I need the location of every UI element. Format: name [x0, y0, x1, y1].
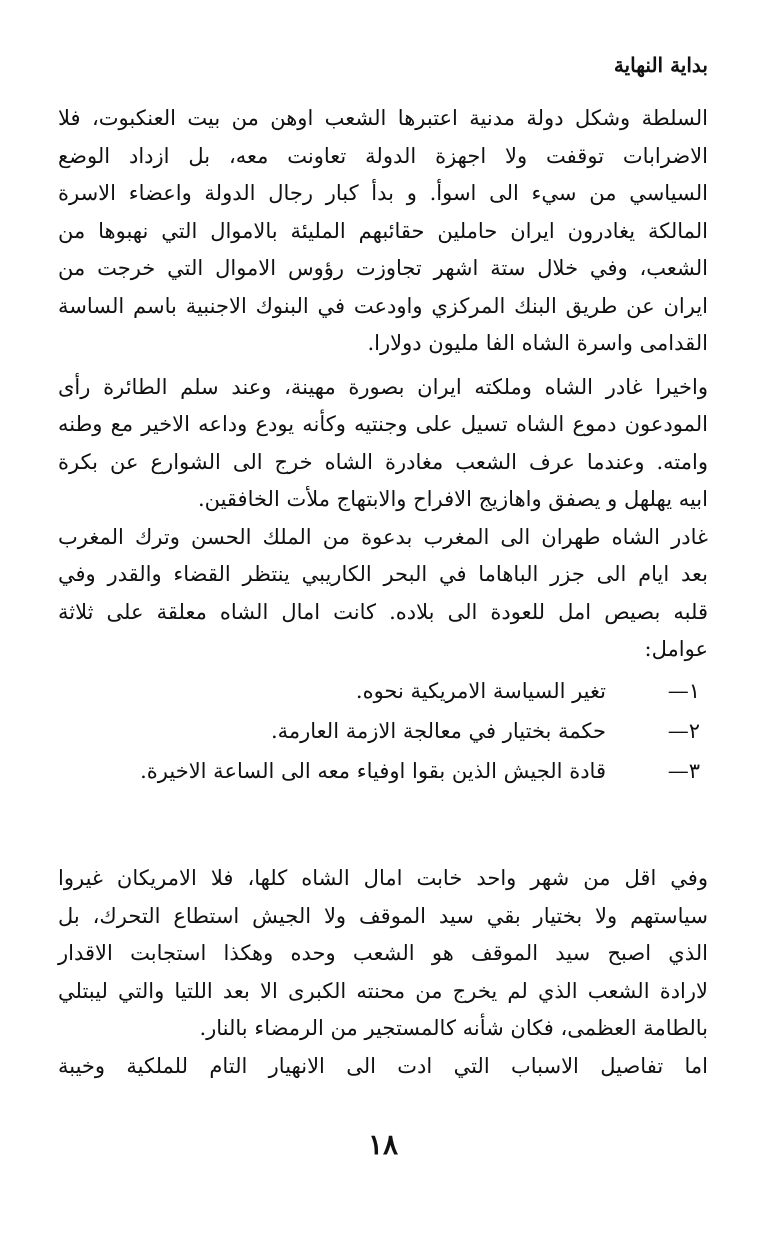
- text-line: بعد ايام الى جزر الباهاما في البحر الكاريبي ينتظر القضاء والقدر وفي: [58, 562, 708, 586]
- list-text: قادة الجيش الذين بقوا اوفياء معه الى الساعة الاخيرة.: [140, 758, 606, 783]
- factors-list: [58, 671, 708, 791]
- text-line: السلطة وشكل دولة مدنية اعتبرها الشعب اوهن من بيت العنكبوت، فلا: [58, 106, 708, 130]
- text-line: واخيرا غادر الشاه وملكته ايران بصورة مهينة، وعند سلم الطائرة رأى: [58, 374, 708, 399]
- text-line: لارادة الشعب الذي لم يخرج من محنته الكبرى الا بعد اللتيا والتي ليبتلي: [58, 978, 708, 1003]
- text-line: الاضرابات توقفت ولا اجهزة الدولة تعاونت معه، بل ازداد الوضع: [58, 143, 708, 168]
- text-line: اما تفاصيل الاسباب التي ادت الى الانهيار التام للملكية وخيبة: [58, 1053, 708, 1078]
- page-number: ١٨: [367, 1128, 399, 1161]
- text-line: غادر الشاه طهران الى المغرب بدعوة من الملك الحسن وترك المغرب: [58, 524, 708, 549]
- list-number: ٢—: [667, 718, 700, 743]
- paragraph-4: [58, 860, 708, 1048]
- list-item: [58, 711, 708, 751]
- paragraph-3: [58, 519, 708, 669]
- list-item: [58, 671, 708, 711]
- text-line: عوامل:: [644, 637, 708, 661]
- text-line: بالطامة العظمى، فكان شأنه كالمستجير من الرمضاء بالنار.: [199, 1016, 708, 1040]
- paragraph-1: [58, 100, 708, 363]
- list-text: تغير السياسة الامريكية نحوه.: [355, 678, 606, 703]
- body-text: [58, 100, 708, 791]
- text-line: القدامى واسرة الشاه الفا مليون دولارا.: [367, 331, 708, 355]
- text-line: الشعب، وفي خلال ستة اشهر تجاوزت رؤوس الاموال التي خرجت من: [58, 256, 708, 280]
- body-text-continued: [58, 860, 708, 1085]
- paragraph-5: [58, 1048, 708, 1086]
- text-line: المالكة يغادرون ايران حاملين حقائبهم المليئة بالاموال التي نهبوها من: [58, 218, 708, 243]
- text-line: المودعون دموع الشاه تسيل على وجنتيه وكأنه يودع وداعه الاخير مع وطنه: [58, 412, 708, 436]
- paragraph-2: [58, 369, 708, 519]
- text-line: وفي اقل من شهر واحد خابت امال الشاه كلها، فلا الامريكان غيروا: [58, 866, 708, 890]
- list-number: ٣—: [667, 758, 700, 783]
- list-number: ١—: [667, 678, 700, 703]
- text-line: سياستهم ولا بختيار بقي سيد الموقف ولا الجيش استطاع التحرك، بل: [58, 903, 708, 928]
- list-text: حكمة بختيار في معالجة الازمة العارمة.: [270, 718, 606, 743]
- running-header: بداية النهاية: [613, 53, 708, 77]
- text-line: الذي اصبح سيد الموقف هو الشعب وحده وهكذا استجابت الاقدار: [58, 941, 708, 965]
- text-line: ايران عن طريق البنك المركزي واودعت في البنوك الاجنبية باسم الساسة: [58, 293, 708, 318]
- text-line: وامته. وعندما عرف الشعب مغادرة الشاه خرج الى الشوارع عن بكرة: [58, 449, 708, 474]
- text-line: قلبه بصيص امل للعودة الى بلاده. كانت امال الشاه معلقة على ثلاثة: [58, 599, 708, 624]
- text-line: السياسي من سيء الى اسوأ. و بدأ كبار رجال الدولة واعضاء الاسرة: [58, 181, 708, 205]
- text-line: ابيه يهلهل و يصفق واهازيج الافراح والابتهاج ملأت الخافقين.: [197, 487, 708, 511]
- list-item: [58, 751, 708, 791]
